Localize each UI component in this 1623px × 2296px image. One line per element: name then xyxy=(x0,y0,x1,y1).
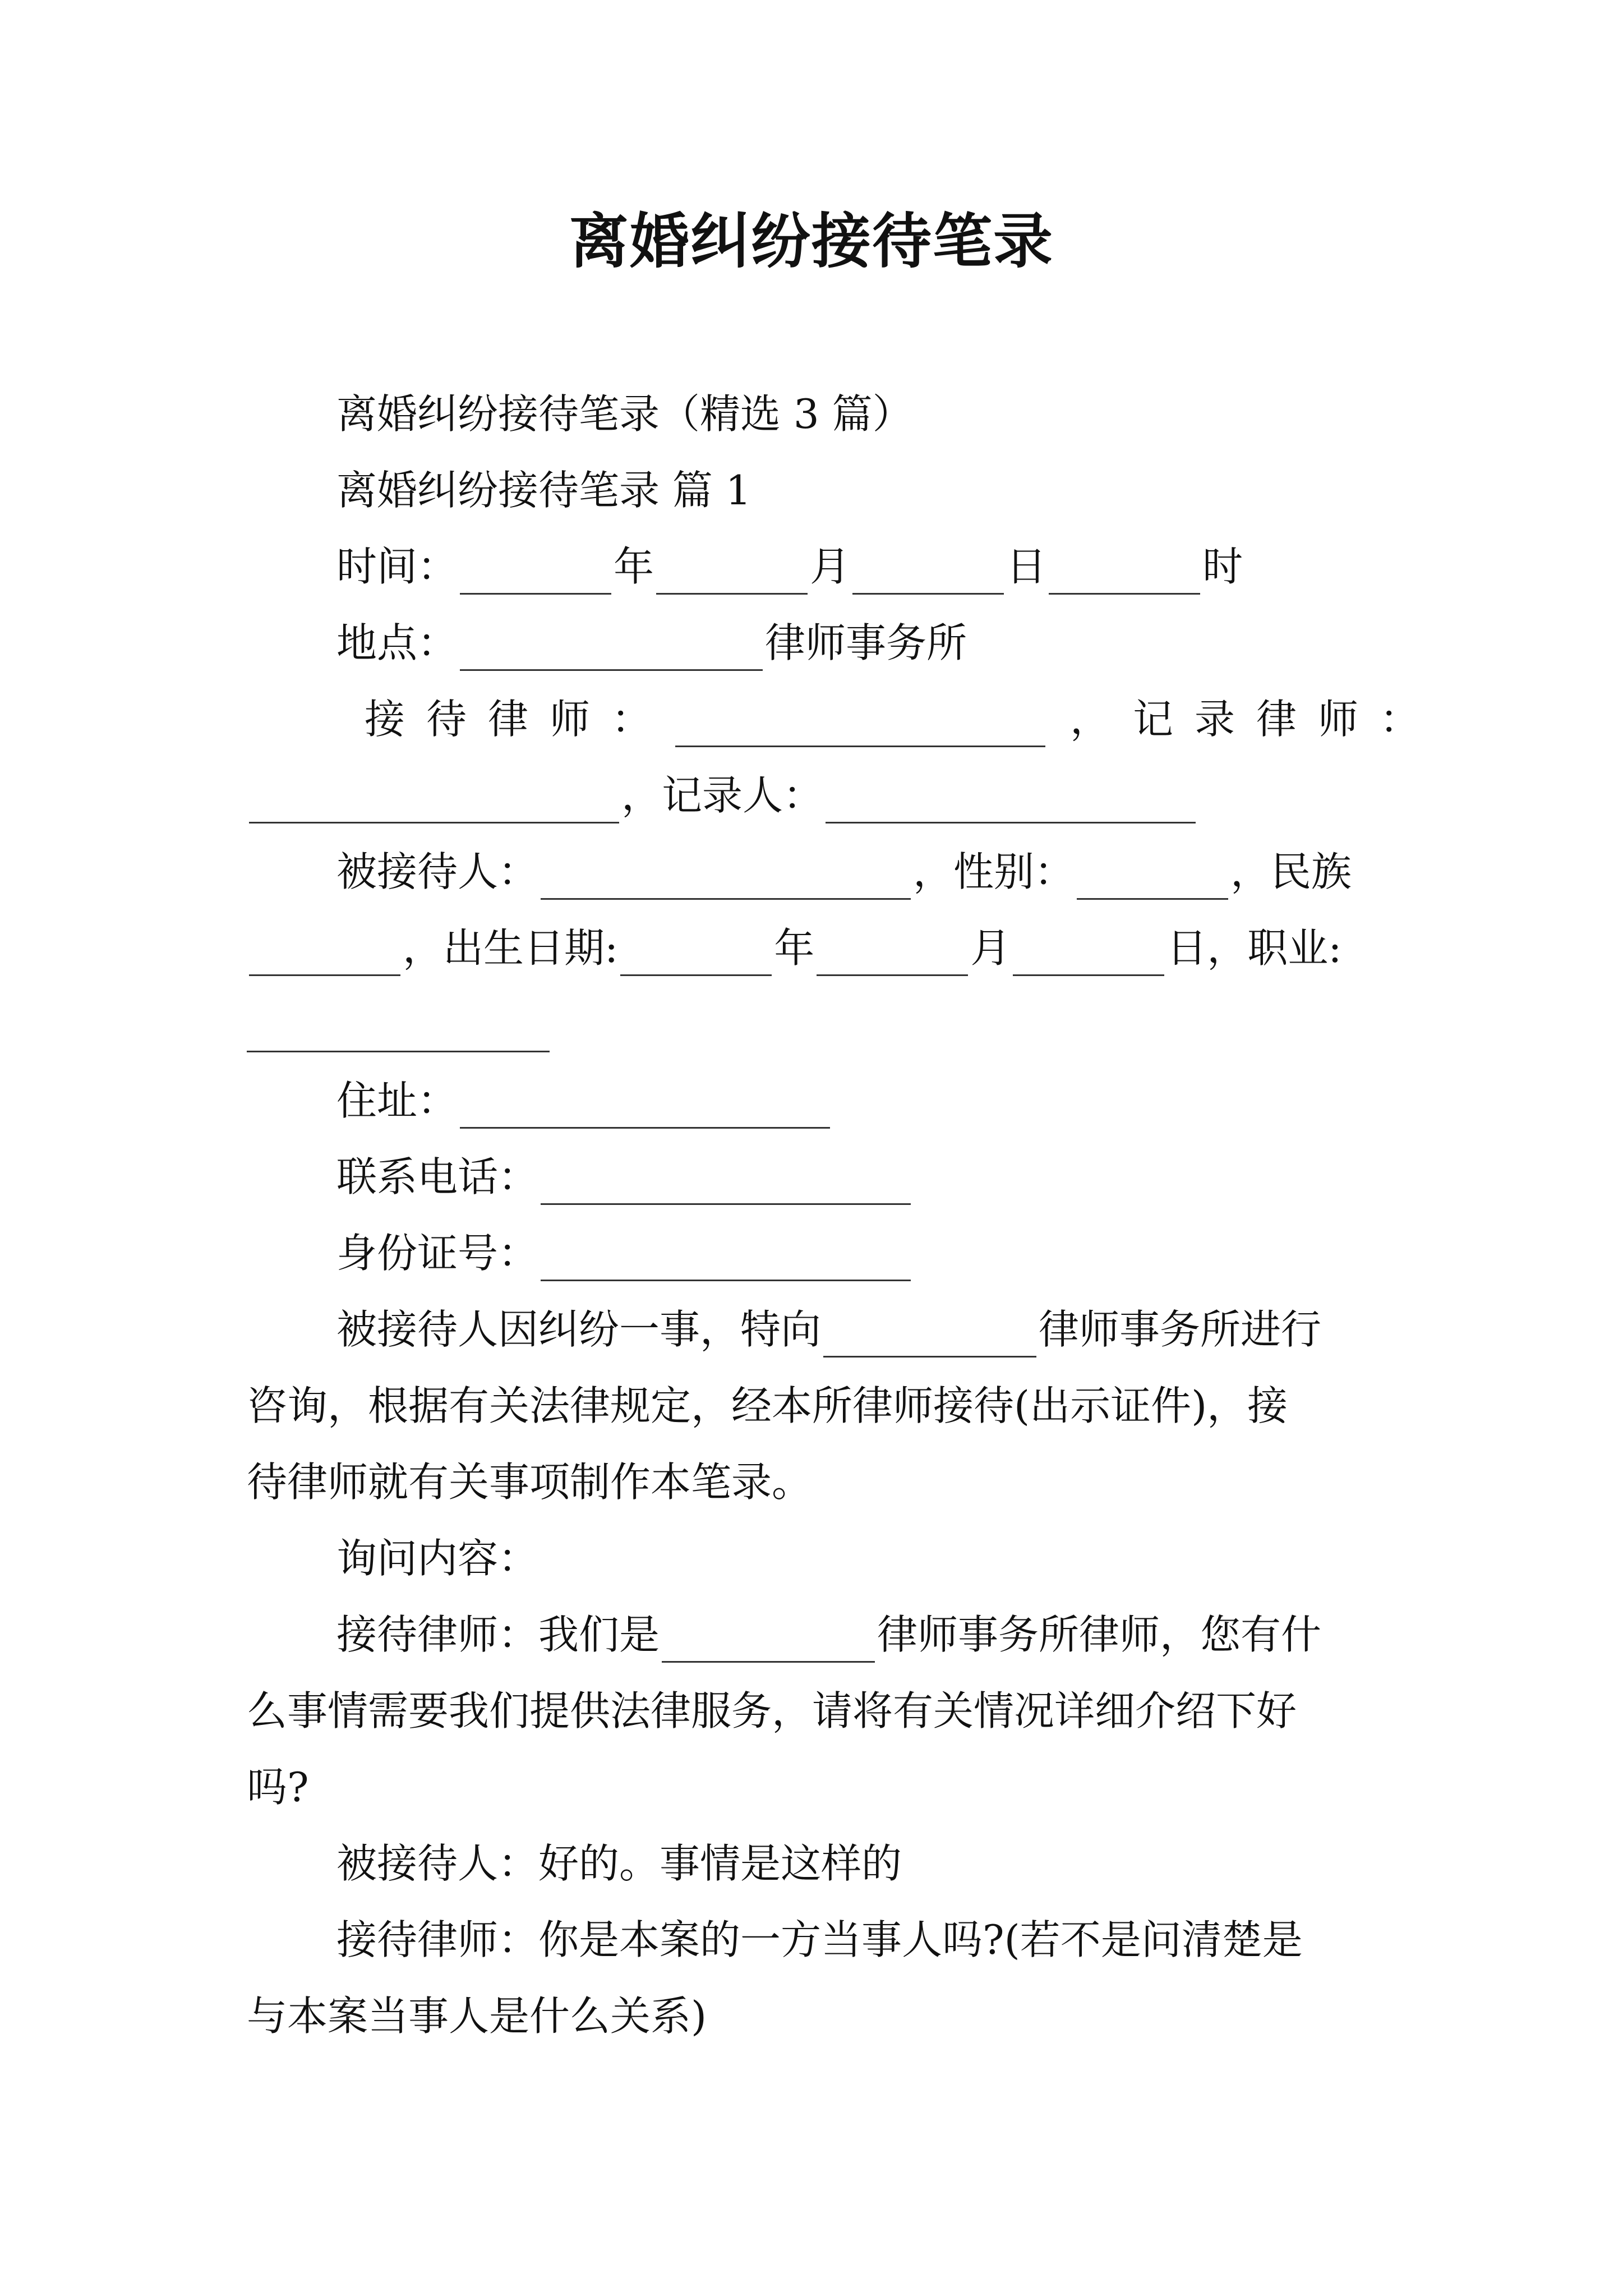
lawyer-line xyxy=(365,691,1441,747)
paragraph3-line1: 接待律师：你是本案的一方当事人吗?(若不是问清楚是 xyxy=(336,1916,1303,1963)
inquiry-heading: 询问内容： xyxy=(336,1535,539,1582)
firm-name-blank[interactable] xyxy=(662,1619,875,1663)
month-label: 月 xyxy=(810,543,851,590)
paragraph2-text-a: 接待律师：我们是 xyxy=(336,1611,660,1658)
reception-lawyer-label: 接待律师： xyxy=(365,696,674,743)
birth-day-blank[interactable] xyxy=(1013,933,1164,976)
day-blank[interactable] xyxy=(852,551,1004,595)
birth-label: ，出生日期: xyxy=(403,924,619,972)
time-line xyxy=(336,539,1243,595)
hour-label: 时 xyxy=(1202,543,1243,590)
paragraph1-text-b: 律师事务所进行 xyxy=(1039,1306,1322,1353)
gender-blank[interactable] xyxy=(1077,857,1228,900)
phone-blank[interactable] xyxy=(541,1162,911,1205)
year-blank[interactable] xyxy=(460,551,611,595)
client-label: 被接待人： xyxy=(336,848,539,895)
birth-year-label: 年 xyxy=(774,924,815,972)
paragraph2-line2: 么事情需要我们提供法律服务，请将有关情况详细介绍下好 xyxy=(247,1687,1297,1734)
birth-month-blank[interactable] xyxy=(817,933,968,976)
place-line xyxy=(336,615,967,671)
id-line xyxy=(336,1225,913,1281)
comma: ， xyxy=(1070,696,1111,743)
address-line xyxy=(336,1073,832,1129)
paragraph3-line2: 与本案当事人是什么关系) xyxy=(247,1993,707,2040)
place-suffix: 律师事务所 xyxy=(765,619,967,666)
client-reply: 被接待人：好的。事情是这样的 xyxy=(336,1840,902,1887)
paragraph2-line3: 吗? xyxy=(247,1764,309,1811)
occupation-label: 日，职业: xyxy=(1166,924,1342,972)
phone-line xyxy=(336,1149,913,1205)
birth-year-blank[interactable] xyxy=(620,933,772,976)
recorder-person-label: ，记录人： xyxy=(621,772,824,819)
law-firm-blank[interactable] xyxy=(823,1314,1036,1358)
paragraph2-line1 xyxy=(336,1607,1321,1663)
subtitle: 离婚纠纷接待笔录（精选 3 篇） xyxy=(336,390,913,438)
time-label: 时间： xyxy=(336,543,458,590)
paragraph1-line2: 咨询，根据有关法律规定，经本所律师接待(出示证件)，接 xyxy=(247,1382,1288,1429)
birth-line xyxy=(247,920,1342,976)
client-blank[interactable] xyxy=(541,857,911,900)
birth-month-label: 月 xyxy=(970,924,1011,972)
section-heading: 离婚纠纷接待笔录 篇 1 xyxy=(336,467,751,514)
phone-label: 联系电话： xyxy=(336,1153,539,1200)
id-label: 身份证号： xyxy=(336,1230,539,1277)
reception-lawyer-blank[interactable] xyxy=(675,704,1045,747)
year-label: 年 xyxy=(614,543,654,590)
hour-blank[interactable] xyxy=(1049,551,1200,595)
paragraph1-line1 xyxy=(336,1301,1321,1358)
paragraph2-text-b: 律师事务所律师，您有什 xyxy=(877,1611,1322,1658)
client-line xyxy=(336,844,1352,900)
ethnic-label: ，民族 xyxy=(1230,848,1352,895)
month-blank[interactable] xyxy=(656,551,808,595)
day-label: 日 xyxy=(1006,543,1047,590)
recorder-person-blank[interactable] xyxy=(826,780,1196,823)
document-title: 离婚纠纷接待笔录 xyxy=(569,206,1054,276)
address-label: 住址： xyxy=(336,1077,458,1124)
gender-label: ，性别： xyxy=(913,848,1075,895)
place-label: 地点： xyxy=(336,619,458,666)
place-blank[interactable] xyxy=(460,628,763,671)
recorder-lawyer-label: 记录律师： xyxy=(1133,696,1442,743)
address-blank[interactable] xyxy=(460,1085,830,1129)
paragraph1-line3: 待律师就有关事项制作本笔录。 xyxy=(247,1458,813,1506)
paragraph1-text-a: 被接待人因纠纷一事，特向 xyxy=(336,1306,822,1353)
recorder-line xyxy=(247,767,1198,823)
occupation-line xyxy=(247,996,552,1052)
ethnic-blank[interactable] xyxy=(249,933,400,976)
recorder-lawyer-blank[interactable] xyxy=(249,780,619,823)
occupation-blank[interactable] xyxy=(247,1009,550,1052)
id-blank[interactable] xyxy=(541,1238,911,1281)
